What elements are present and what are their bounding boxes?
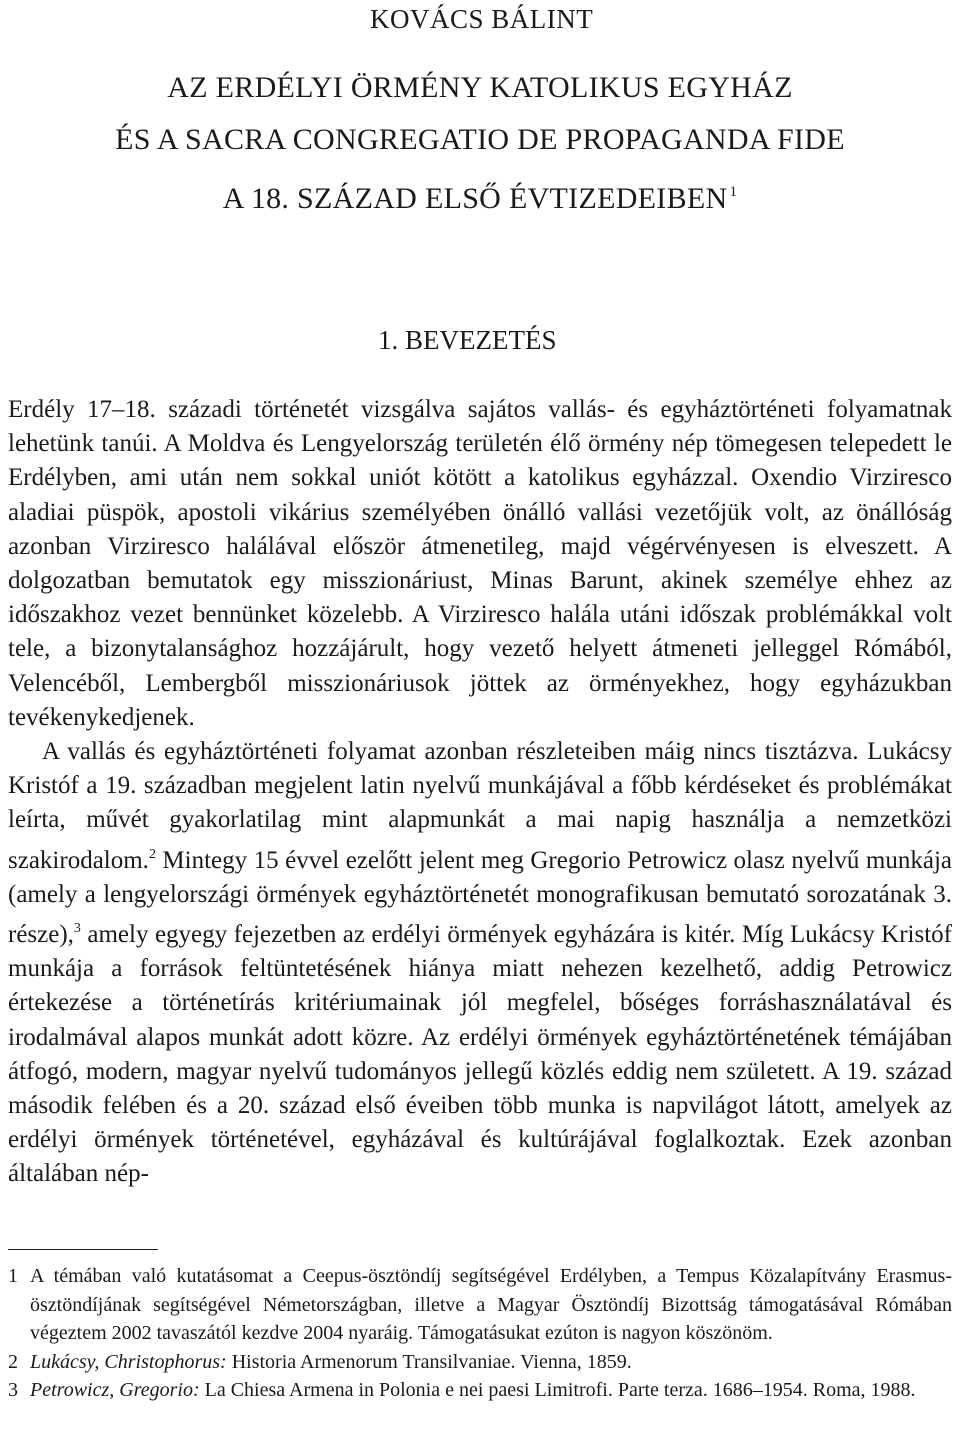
footnote-author: Lukácsy, Christophorus: [30,1350,227,1373]
footnote-text: A témában való kutatásomat a Ceepus-ösztöndíj segítségével Erdélyben, a Tempus Közalapítvány Erasmus-ösztöndíjának segítségével Németországban, illetve a Magyar Ösztöndíj Bizottság támogatásával Rómában végeztem 2002 tavaszától kezdve 2004 nyaráig. Támogatásukat ezúton is nagyon köszönöm. [30,1265,952,1345]
footnote-divider [8,1249,158,1250]
footnote-1 [8,1262,952,1348]
footnotes [8,1262,952,1405]
title-line-2: ÉS A SACRA CONGREGATIO DE PROPAGANDA FIDE [115,123,845,156]
footnote-text: La Chiesa Armena in Polonia e nei paesi Limitrofi. Parte terza. 1686–1954. Roma, 1988. [199,1379,916,1402]
footnote-number: 1 [8,1265,18,1287]
footnote-marker-2: 2 [148,846,156,862]
footnote-text: Historia Armenorum Transilvaniae. Vienna, 1859. [226,1350,632,1373]
paragraph-2-part-c: amely egyegy fejezetben az erdélyi örmények egyházára is kitér. Míg Lukácsy Kristóf munkája a források feltüntetésének hiánya miatt nehezen kezelhető, addig Petrowicz értekezése a történetírás kritériumainak jól megfelel, bőséges forráshasználatával és irodalmával alapos munkát adott közre. Az erdélyi örmények egyháztörténetének témájában átfogó, modern, magyar nyelvű tudományos jellegű közlés eddig nem született. A 19. század második felében és a 20. század első éveiben több munka is napvilágot látott, amelyek az erdélyi örmények történetével, egyházával és kultúrájával foglalkoztak. Ezek azonban általában nép- [8,921,952,1188]
section-heading: 1. BEVEZETÉS [378,325,557,355]
paragraph-2-part-b: Mintegy 15 évvel ezelőtt jelent meg Gregorio Petrowicz olasz nyelvű munkája (amely a lengyelországi örmények egyháztörténetét monografikusan bemutató sorozatának 3. része), [8,846,952,949]
paragraph-2 [8,735,952,1192]
title-line-1: AZ ERDÉLYI ÖRMÉNY KATOLIKUS EGYHÁZ [167,71,793,104]
author-name: KOVÁCS BÁLINT [370,4,594,34]
title-footnote-marker: 1 [729,184,738,200]
footnote-number: 2 [8,1350,18,1373]
title-line-3 [8,166,952,225]
article-title [8,62,952,225]
footnote-author: Petrowicz, Gregorio: [30,1379,200,1402]
footnote-3 [8,1376,952,1405]
footnote-number: 3 [8,1379,18,1402]
footnote-2 [8,1348,952,1377]
title-line-3-text: A 18. SZÁZAD ELSŐ ÉVTIZEDEIBEN [222,182,728,215]
body-text [8,393,952,1192]
footnote-marker-3: 3 [73,921,81,937]
paragraph-1: Erdély 17–18. századi történetét vizsgálva sajátos vallás- és egyháztörténeti folyamatnak lehetünk tanúi. A Moldva és Lengyelország területén élő örmény nép tömegesen telepedett le Erdélyben, ami után nem sokkal uniót kötött a katolikus egyházzal. Oxendio Virziresco aladiai püspök, apostoli vikárius személyében önálló vallási vezetőjük volt, az önállóság azonban Virziresco halálával először átmenetileg, majd végérvényesen is elveszett. A dolgozatban bemutatok egy misszionáriust, Minas Barunt, akinek személye ehhez az időszakhoz vezet bennünket közelebb. A Virziresco halála utáni időszak problémákkal volt tele, a bizonytalansághoz hozzájárult, hogy vezető helyett átmeneti jelleggel Rómából, Velencéből, Lembergből misszionáriusok jöttek az örményekhez, hogy egyházukban tevékenykedjenek. [8,396,952,731]
paragraph-2-part-a: A vallás és egyháztörténeti folyamat azonban részleteiben máig nincs tisztázva. Lukácsy Kristóf a 19. században megjelent latin nyelvű munkájával a főbb kérdéseket és problémákat leírta, művét gyakorlatilag mint alapmunkát a mai napig használja a nemzetközi szakirodalom. [8,738,952,874]
